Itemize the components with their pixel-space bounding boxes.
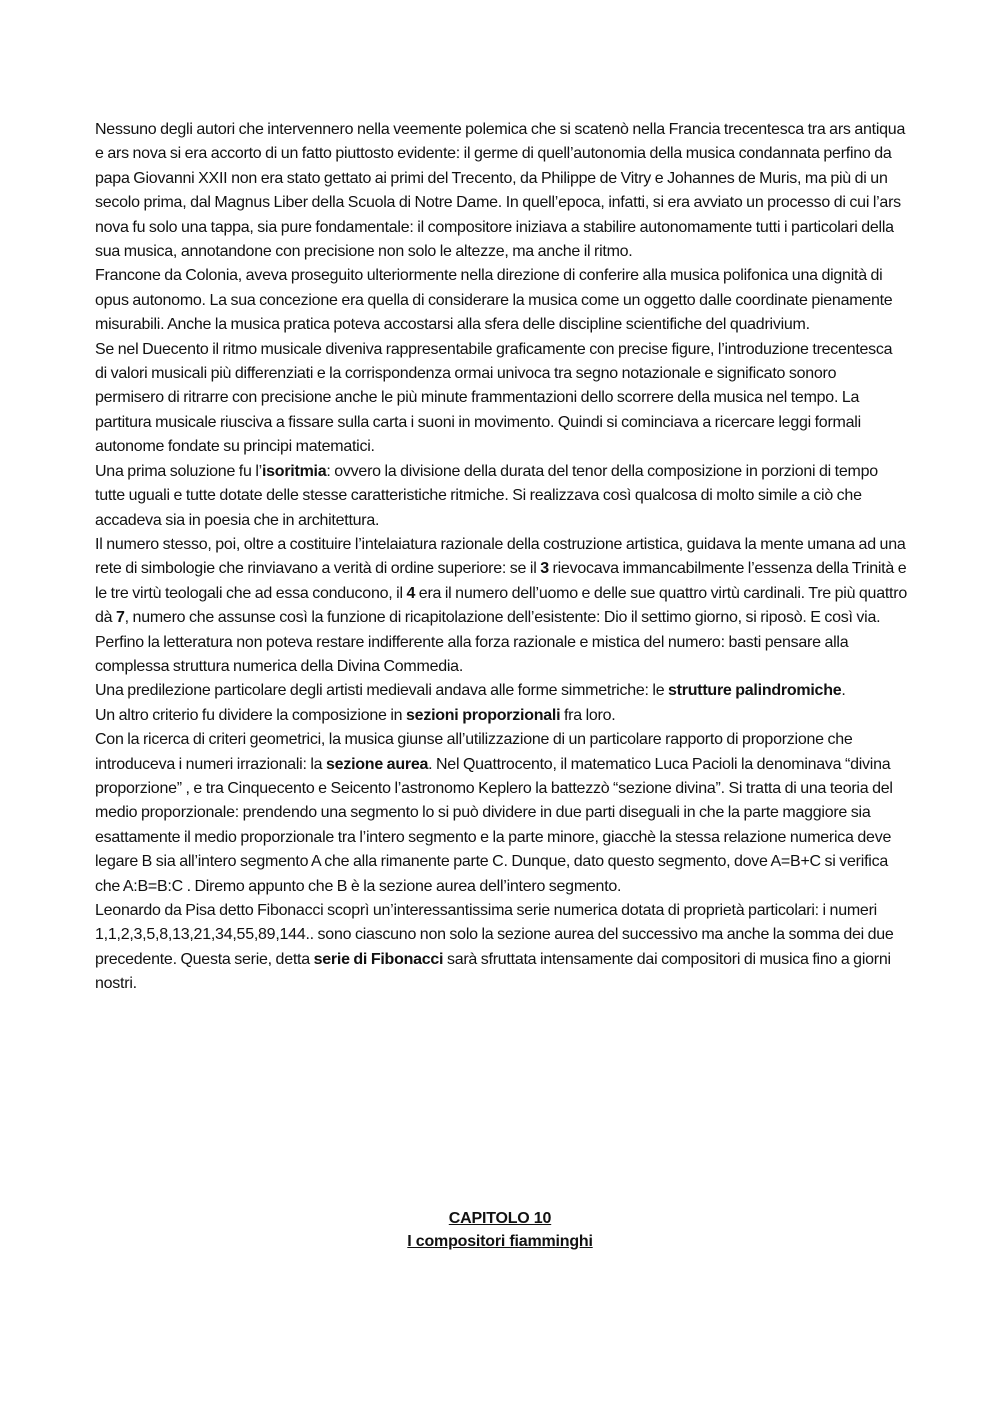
paragraph-text: , numero che assunse così la funzione di ricapitolazione dell’esistente: Dio il settimo giorno, si riposò. E così via. Perfino la letteratura non poteva restare indifferente alla forza razionale e mistica del numero: basti pensare alla complessa struttura numerica della Divina Commedia.: [95, 609, 881, 675]
paragraph-list: [95, 118, 907, 997]
paragraph-text: . Nel Quattrocento, il matematico Luca Pacioli la denominava “divina proporzione” , e tra Cinquecento e Seicento l’astronomo Keplero la battezzò “sezione divina”. Si tratta di una teoria del medio proporzionale: prendendo una segmento lo si può dividere in due parti diseguali in che la parte maggiore sia esattamente il medio proporzionale tra l’intero segmento e la parte minore, giacchè la stessa relazione numerica deve legare B sia all’intero segmento A che alla rimanente parte C. Dunque, dato questo segmento, dove A=B+C si verifica che A:B=B:C . Diremo appunto che B è la sezione aurea dell’intero segmento.: [95, 755, 893, 895]
paragraph: [95, 460, 907, 533]
paragraph-text: Una prima soluzione fu l’: [95, 462, 262, 480]
paragraph-text: Una predilezione particolare degli artisti medievali andava alle forme simmetriche: le: [95, 682, 669, 700]
paragraph: [95, 899, 907, 997]
bold-term: 4: [406, 584, 416, 602]
paragraph-text: Con la ricerca di criteri geometrici, la musica giunse all’utilizzazione di un particolare rapporto di proporzione che introduceva i numeri irrazionali: la: [95, 731, 853, 773]
bold-term: sezione aurea: [326, 755, 429, 773]
paragraph-text: sarà sfruttata intensamente dai compositori di musica fino a giorni nostri.: [95, 950, 891, 993]
bold-term: serie di Fibonacci: [313, 950, 444, 968]
paragraph-text: era il numero dell’uomo e delle sue quattro virtù cardinali. Tre più quattro dà: [95, 584, 907, 627]
chapter-number: CAPITOLO 10: [448, 1210, 552, 1227]
paragraph-text: Francone da Colonia, aveva proseguito ulteriormente nella direzione di conferire alla musica polifonica una dignità di opus autonomo. La sua concezione era quella di considerare la musica come un oggetto dalle coordinate pienamente misurabili. Anche la musica pratica poteva accostarsi alla sfera delle discipline scientifiche del quadrivium.: [95, 267, 893, 334]
paragraph-text: Se nel Duecento il ritmo musicale diveniva rappresentabile graficamente con precise figure, l’introduzione trecentesca di valori musicali più differenziati e la corrispondenza ormai univoca tra segno notazionale e significato sonoro permisero di ritrarre con precisione anche le più minute frammentazioni dello scorrere della musica nel tempo. La partitura musicale riusciva a fissare sulla carta i suoni in movimento. Quindi si cominciava a ricercare leggi formali autonome fondate su principi matematici.: [95, 340, 893, 456]
bold-term: sezioni proporzionali: [406, 706, 561, 724]
chapter-title: I compositori fiamminghi: [407, 1233, 593, 1250]
paragraph: [95, 533, 907, 679]
bold-term: strutture palindromiche: [668, 682, 842, 700]
bold-term: 3: [540, 560, 549, 578]
paragraph-text: Il numero stesso, poi, oltre a costituire l’intelaiatura razionale della costruzione artistica, guidava la mente umana ad una rete di simbologie che rinviavano a verità di ordine superiore: se il: [95, 535, 906, 578]
paragraph-text: rievocava immancabilmente l’essenza della Trinità e le tre virtù teologali che ad essa conducono, il: [95, 560, 907, 602]
paragraph-text: .: [841, 682, 846, 700]
chapter-heading: [0, 1207, 1000, 1253]
paragraph-text: fra loro.: [560, 706, 616, 724]
paragraph: [95, 679, 907, 703]
paragraph: [95, 264, 907, 337]
bold-term: 7: [116, 609, 125, 627]
paragraph: [95, 338, 907, 460]
paragraph-text: Leonardo da Pisa detto Fibonacci scoprì un’interessantissima serie numerica dotata di proprietà particolari: i numeri 1,1,2,3,5,8,13,21,34,55,89,144.. sono ciascuno non solo la sezione aurea del successivo ma anche la somma dei due precedente. Questa serie, detta: [95, 902, 894, 968]
bold-term: isoritmia: [261, 462, 327, 480]
document-body: [95, 118, 907, 997]
paragraph-text: : ovvero la divisione della durata del tenor della composizione in porzioni di tempo tutte uguali e tutte dotate delle stesse caratteristiche ritmiche. Si realizzava così qualcosa di molto simile a ciò che accadeva sia in poesia che in architettura.: [95, 462, 878, 529]
paragraph: [95, 704, 907, 728]
paragraph: [95, 118, 907, 264]
paragraph: [95, 728, 907, 899]
paragraph-text: Nessuno degli autori che intervennero nella veemente polemica che si scatenò nella Francia trecentesca tra ars antiqua e ars nova si era accorto di un fatto piuttosto evidente: il germe di quell’autonomia della musica condannata perfino da papa Giovanni XXII non era stato gettato ai primi del Trecento, da Philippe de Vitry e Johannes de Muris, ma più di un secolo prima, dal Magnus Liber della Scuola di Notre Dame. In quell’epoca, infatti, si era avviato un processo di cui l’ars nova fu solo una tappa, sia pure fondamentale: il compositore iniziava a stabilire autonomamente tutti i particolari della sua musica, annotandone con precisione non solo le altezze, ma anche il ritmo.: [95, 121, 906, 261]
paragraph-text: Un altro criterio fu dividere la composizione in: [95, 706, 407, 724]
